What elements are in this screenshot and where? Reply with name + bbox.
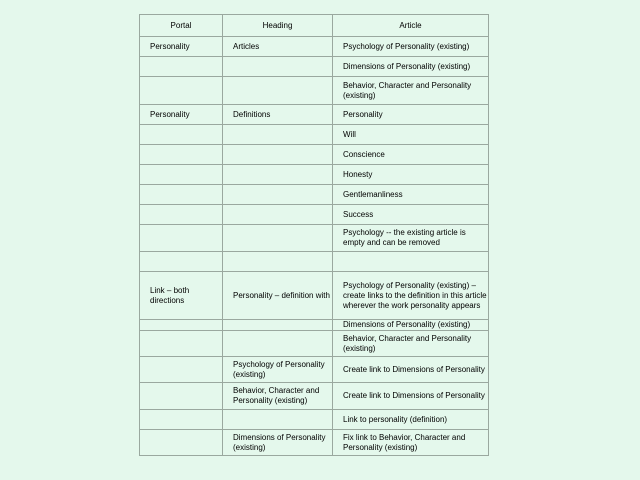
table-row xyxy=(140,125,489,145)
heading-cell xyxy=(223,205,333,225)
heading-cell: Psychology of Personality (existing) xyxy=(223,357,333,383)
portal-cell xyxy=(140,252,223,272)
heading-cell xyxy=(223,320,333,331)
table-row xyxy=(140,430,489,456)
heading-cell xyxy=(223,252,333,272)
table-row xyxy=(140,252,489,272)
portal-cell xyxy=(140,225,223,252)
article-cell: Psychology of Personality (existing) xyxy=(333,37,489,57)
table-row xyxy=(140,77,489,105)
heading-cell xyxy=(223,185,333,205)
table-row xyxy=(140,272,489,320)
article-cell: Create link to Dimensions of Personality xyxy=(333,357,489,383)
portal-cell: Personality xyxy=(140,105,223,125)
article-column-header: Article xyxy=(333,15,489,37)
heading-cell: Definitions xyxy=(223,105,333,125)
heading-cell xyxy=(223,225,333,252)
table-row xyxy=(140,165,489,185)
table-header-row xyxy=(140,15,489,37)
portal-cell xyxy=(140,331,223,357)
article-cell: Will xyxy=(333,125,489,145)
table-row xyxy=(140,185,489,205)
table-row xyxy=(140,205,489,225)
portal-cell xyxy=(140,57,223,77)
heading-cell xyxy=(223,331,333,357)
heading-cell xyxy=(223,125,333,145)
article-planning-table xyxy=(139,14,489,456)
heading-column-header: Heading xyxy=(223,15,333,37)
heading-cell xyxy=(223,410,333,430)
portal-cell xyxy=(140,125,223,145)
heading-cell: Articles xyxy=(223,37,333,57)
portal-cell xyxy=(140,145,223,165)
heading-cell xyxy=(223,57,333,77)
table-body xyxy=(140,37,489,456)
heading-cell xyxy=(223,145,333,165)
portal-cell xyxy=(140,205,223,225)
article-cell: Dimensions of Personality (existing) xyxy=(333,57,489,77)
portal-cell xyxy=(140,77,223,105)
portal-cell: Personality xyxy=(140,37,223,57)
article-cell: Gentlemanliness xyxy=(333,185,489,205)
portal-cell xyxy=(140,165,223,185)
portal-cell xyxy=(140,185,223,205)
heading-cell: Dimensions of Personality (existing) xyxy=(223,430,333,456)
article-cell: Conscience xyxy=(333,145,489,165)
table-row xyxy=(140,225,489,252)
article-cell: Create link to Dimensions of Personality xyxy=(333,383,489,410)
article-cell: Psychology of Personality (existing) – create links to the definition in this article wherever the work personality appears xyxy=(333,272,489,320)
article-cell: Behavior, Character and Personality (existing) xyxy=(333,77,489,105)
portal-cell xyxy=(140,410,223,430)
heading-cell: Personality – definition with xyxy=(223,272,333,320)
heading-cell xyxy=(223,77,333,105)
portal-cell xyxy=(140,320,223,331)
portal-cell xyxy=(140,357,223,383)
article-cell: Dimensions of Personality (existing) xyxy=(333,320,489,331)
article-cell: Link to personality (definition) xyxy=(333,410,489,430)
portal-column-header: Portal xyxy=(140,15,223,37)
article-cell: Success xyxy=(333,205,489,225)
table-row xyxy=(140,145,489,165)
portal-cell xyxy=(140,383,223,410)
table-row xyxy=(140,37,489,57)
table-row xyxy=(140,57,489,77)
article-cell: Psychology -- the existing article is empty and can be removed xyxy=(333,225,489,252)
table-row xyxy=(140,410,489,430)
portal-cell: Link – both directions xyxy=(140,272,223,320)
table-row xyxy=(140,105,489,125)
table-row xyxy=(140,383,489,410)
article-cell: Behavior, Character and Personality (existing) xyxy=(333,331,489,357)
portal-cell xyxy=(140,430,223,456)
table-row xyxy=(140,320,489,331)
table-row xyxy=(140,331,489,357)
heading-cell: Behavior, Character and Personality (existing) xyxy=(223,383,333,410)
article-cell xyxy=(333,252,489,272)
article-cell: Personality xyxy=(333,105,489,125)
heading-cell xyxy=(223,165,333,185)
article-cell: Honesty xyxy=(333,165,489,185)
article-cell: Fix link to Behavior, Character and Personality (existing) xyxy=(333,430,489,456)
table-row xyxy=(140,357,489,383)
